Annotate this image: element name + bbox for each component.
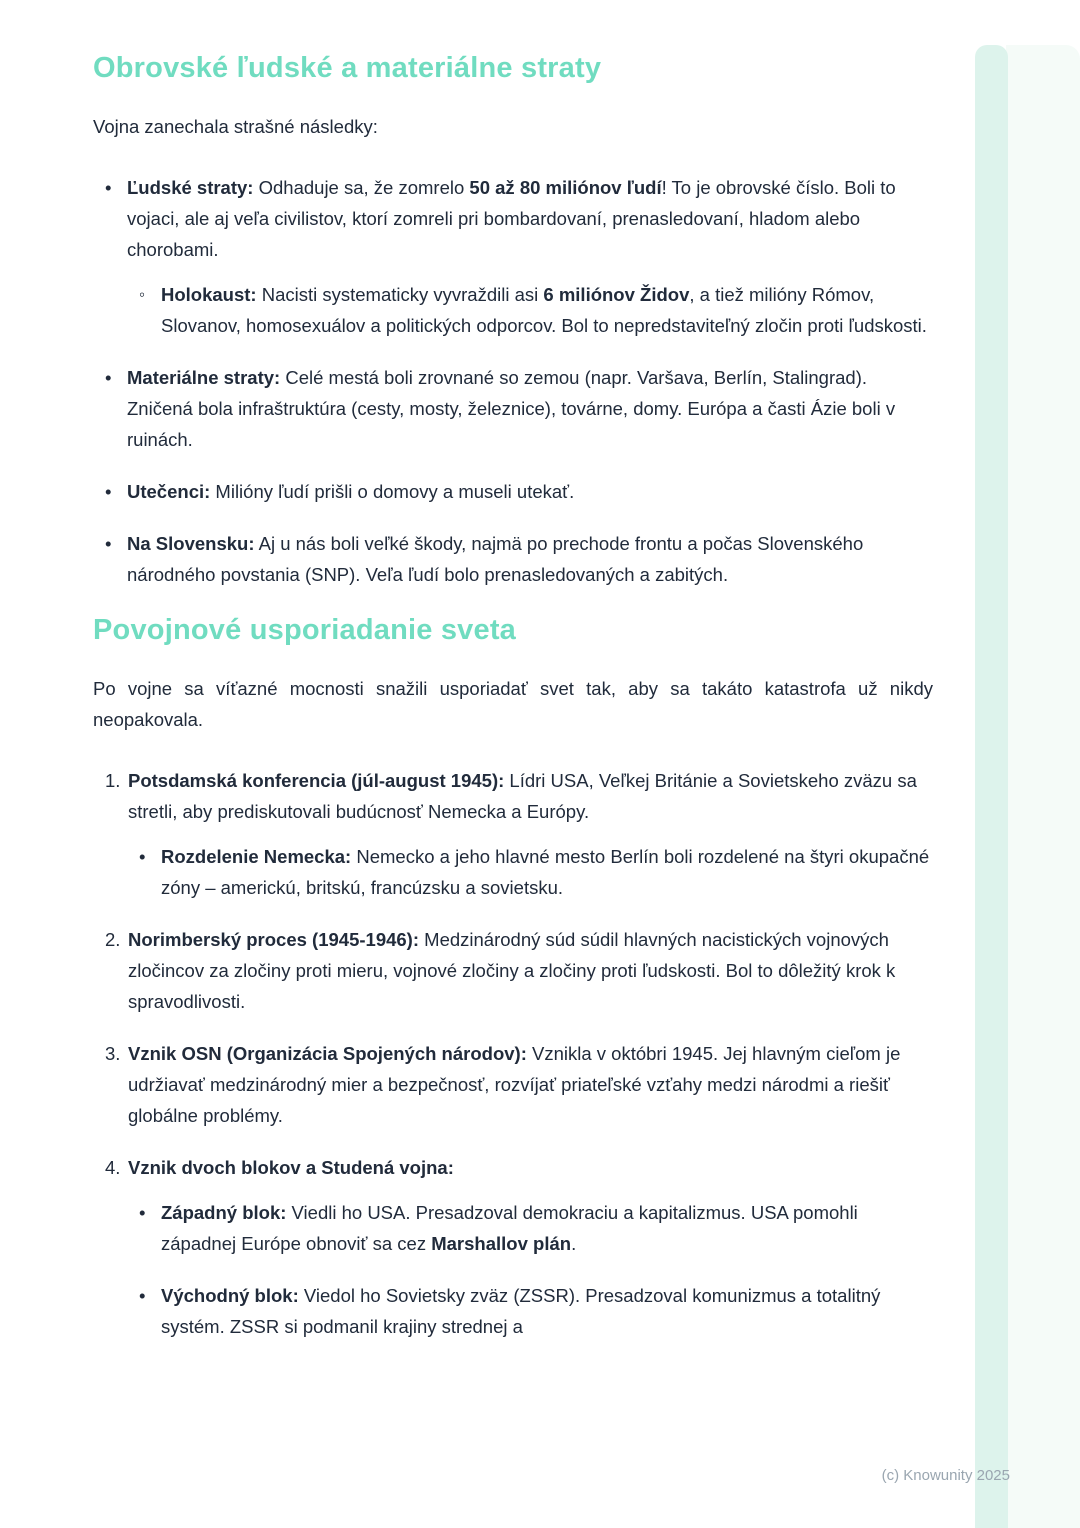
sub-list xyxy=(93,279,933,341)
list-item-text: Na Slovensku: Aj u nás boli veľké škody, najmä po prechode frontu a počas Slovenského národného povstania (SNP). Veľa ľudí bolo prenasledovaných a zabitých. xyxy=(127,533,864,585)
section-intro-losses: Vojna zanechala strašné následky: xyxy=(93,116,378,137)
bullet-list-item xyxy=(93,172,933,265)
section-intro-postwar: Po vojne sa víťazné mocnosti snažili usporiadať svet tak, aby sa takáto katastrofa už nikdy neopakovala. xyxy=(93,678,933,730)
number-marker: 1. xyxy=(105,770,121,791)
number-marker: 4. xyxy=(105,1157,121,1178)
sub-list xyxy=(93,1197,933,1342)
number-marker: 2. xyxy=(105,929,121,950)
list-item-text: Utečenci: Milióny ľudí prišli o domovy a museli utekať. xyxy=(127,481,575,502)
copyright-footer: (c) Knowunity 2025 xyxy=(881,1467,1010,1484)
bullet-list-losses xyxy=(93,172,933,590)
list-item-text: Východný blok: Viedol ho Sovietsky zväz (ZSSR). Presadzoval komunizmus a totalitný systém. ZSSR si podmanil krajiny strednej a xyxy=(161,1285,881,1337)
bullet-list-item xyxy=(93,528,933,590)
list-item-text: Materiálne straty: Celé mestá boli zrovnané so zemou (napr. Varšava, Berlín, Stalingrad). Zničená bola infraštruktúra (cesty, mosty, železnice), továrne, domy. Európa a časti Ázie boli v ruinách. xyxy=(127,367,896,450)
numbered-list-item xyxy=(93,1152,933,1183)
list-item-text: Holokaust: Nacisti systematicky vyvraždili asi 6 miliónov Židov, a tiež milióny Rómov, Slovanov, homosexuálov a politických odporcov. Bol to nepredstaviteľný zločin proti ľudskosti. xyxy=(161,284,927,336)
accent-stripe xyxy=(975,45,1008,1528)
bullet-list-item xyxy=(93,1197,933,1259)
list-item-text: Rozdelenie Nemecka: Nemecko a jeho hlavné mesto Berlín boli rozdelené na štyri okupačné zóny – americkú, britskú, francúzsku a sovietsku. xyxy=(161,846,930,898)
numbered-list-item xyxy=(93,924,933,1017)
bullet-marker: • xyxy=(139,1285,146,1306)
bullet-marker: • xyxy=(105,533,112,554)
bullet-marker: • xyxy=(105,177,112,198)
list-item-text: Vznik OSN (Organizácia Spojených národov): Vznikla v októbri 1945. Jej hlavným cieľom je udržiavať medzinárodný mier a bezpečnosť, rozvíjať priateľské vzťahy medzi národmi a riešiť globálne problémy. xyxy=(128,1043,901,1126)
numbered-list-postwar xyxy=(93,765,933,1342)
list-item-text: Potsdamská konferencia (júl-august 1945): Lídri USA, Veľkej Británie a Sovietskeho zväzu sa stretli, aby prediskutovali budúcnosť Nemecka a Európy. xyxy=(128,770,917,822)
bullet-list-item xyxy=(93,362,933,455)
numbered-list-item xyxy=(93,1038,933,1131)
bullet-marker: • xyxy=(139,1202,146,1223)
page-background-pale xyxy=(1006,45,1080,1528)
number-marker: 3. xyxy=(105,1043,121,1064)
list-item-text: Ľudské straty: Odhaduje sa, že zomrelo 50 až 80 miliónov ľudí! To je obrovské číslo. Boli to vojaci, ale aj veľa civilistov, ktorí zomreli pri bombardovaní, prenasledovaní, hladom alebo chorobami. xyxy=(127,177,896,260)
sub-list xyxy=(93,841,933,903)
list-item-text: Norimberský proces (1945-1946): Medzinárodný súd súdil hlavných nacistických vojnových zločincov za zločiny proti mieru, vojnové zločiny a zločiny proti ľudskosti. Bol to dôležitý krok k spravodlivosti. xyxy=(128,929,896,1012)
bullet-marker: • xyxy=(139,846,146,867)
bullet-marker: • xyxy=(105,367,112,388)
list-item-text: Vznik dvoch blokov a Studená vojna: xyxy=(128,1157,454,1178)
numbered-list-item xyxy=(93,765,933,827)
bullet-list-item xyxy=(93,279,933,341)
bullet-list-item xyxy=(93,841,933,903)
list-item-text: Západný blok: Viedli ho USA. Presadzoval demokraciu a kapitalizmus. USA pomohli západnej Európe obnoviť sa cez Marshallov plán. xyxy=(161,1202,858,1254)
bullet-marker: • xyxy=(105,481,112,502)
section-heading-postwar: Povojnové usporiadanie sveta xyxy=(93,614,517,646)
bullet-list-item xyxy=(93,1280,933,1342)
section-heading-losses: Obrovské ľudské a materiálne straty xyxy=(93,52,602,84)
circle-marker: ◦ xyxy=(139,285,146,304)
bullet-list-item xyxy=(93,476,933,507)
